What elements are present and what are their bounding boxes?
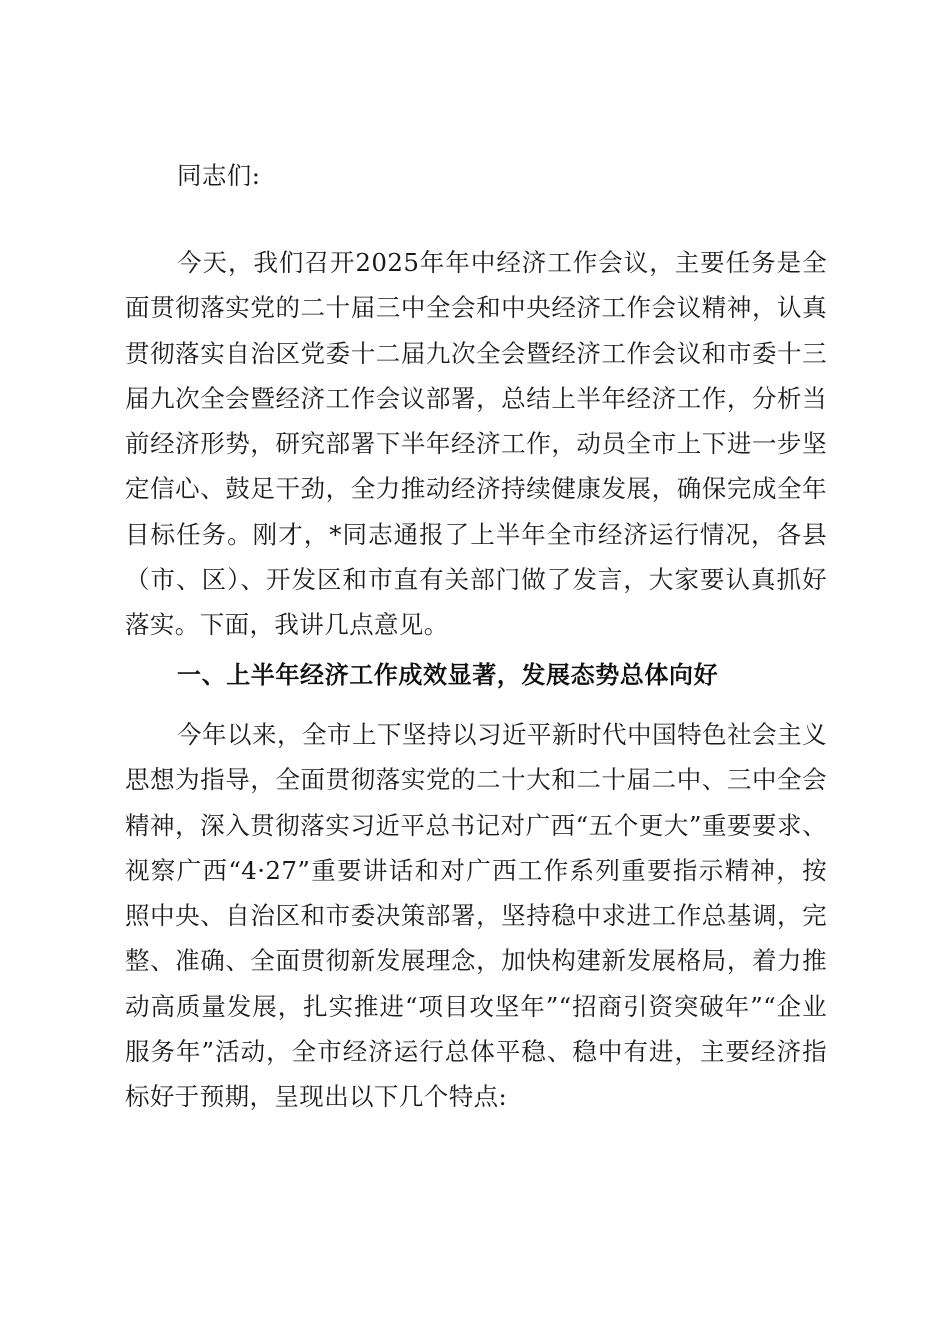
greeting: 同志们: [177, 161, 261, 190]
section-heading: 一、上半年经济工作成效显著，发展态势总体向好 [177, 661, 719, 689]
intro-paragraph-block [125, 240, 827, 648]
section-paragraph-block [125, 712, 827, 1120]
intro-paragraph: 今天，我们召开2025年年中经济工作会议，主要任务是全面贯彻落实党的二十届三中全会和中央经济工作会议精神，认真贯彻落实自治区党委十二届九次全会暨经济工作会议和市委十三届九次全会暨经济工作会议部署，总结上半年经济工作，分析当前经济形势，研究部署下半年经济工作，动员全市上下进一步坚定信心、鼓足干劲，全力推动经济持续健康发展，确保完成全年目标任务。刚才，*同志通报了上半年全市经济运行情况，各县（市、区）、开发区和市直有关部门做了发言，大家要认真抓好落实。下面，我讲几点意见。 [125, 248, 827, 640]
section-paragraph: 今年以来，全市上下坚持以习近平新时代中国特色社会主义思想为指导，全面贯彻落实党的二十大和二十届二中、三中全会精神，深入贯彻落实习近平总书记对广西“五个更大”重要要求、视察广西“4·27”重要讲话和对广西工作系列重要指示精神，按照中央、自治区和市委决策部署，坚持稳中求进工作总基调，完整、准确、全面贯彻新发展理念，加快构建新发展格局，着力推动高质量发展，扎实推进“项目攻坚年”“招商引资突破年”“企业服务年”活动，全市经济运行总体平稳、稳中有进，主要经济指标好于预期，呈现出以下几个特点: [125, 720, 827, 1112]
